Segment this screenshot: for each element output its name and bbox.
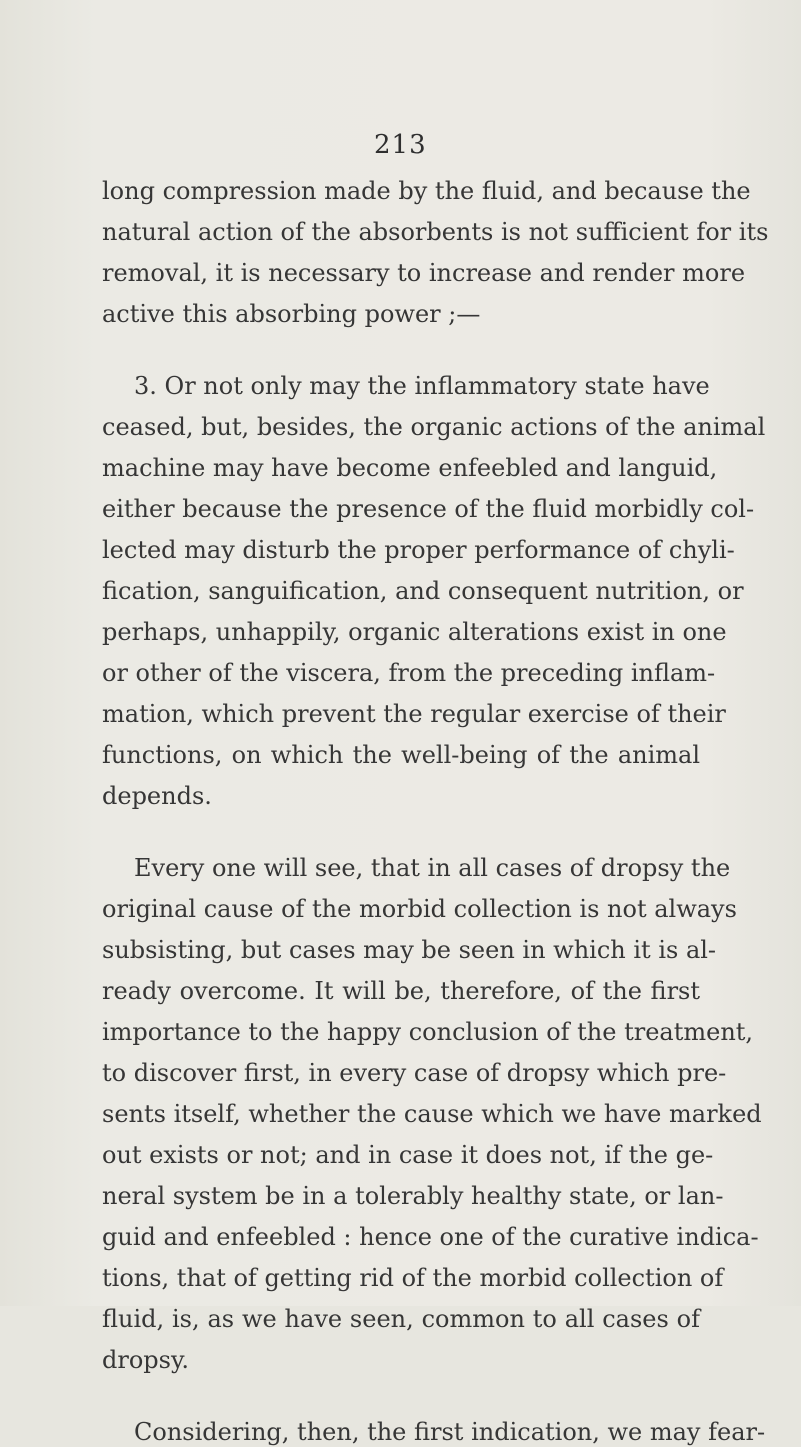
text-line: perhaps, unhappily, organic alterations exist in one (102, 618, 727, 646)
text-line: active this absorbing power ;— (102, 300, 481, 328)
text-line: depends. (102, 782, 212, 810)
text-line: ceased, but, besides, the organic actions of the animal (102, 413, 766, 441)
text-line: 3. Or not only may the inflammatory state have (134, 372, 710, 400)
text-line: subsisting, but cases may be seen in which it is al- (102, 936, 717, 964)
text-line: original cause of the morbid collection is not always (102, 895, 737, 923)
text-line: either because the presence of the fluid morbidly col- (102, 495, 755, 523)
page-number: 213 (374, 130, 427, 160)
text-line: functions, on which the well-being of the animal (102, 741, 700, 769)
text-line: long compression made by the fluid, and because the (102, 177, 751, 205)
text-line: machine may have become enfeebled and languid, (102, 454, 718, 482)
text-line: importance to the happy conclusion of the treatment, (102, 1018, 754, 1046)
text-line: neral system be in a tolerably healthy state, or lan- (102, 1182, 724, 1210)
text-line: out exists or not; and in case it does not, if the ge- (102, 1141, 714, 1169)
text-line: fication, sanguification, and consequent nutrition, or (102, 577, 744, 605)
text-line: guid and enfeebled : hence one of the curative indica- (102, 1223, 759, 1251)
text-line: dropsy. (102, 1346, 189, 1374)
text-line: mation, which prevent the regular exercise of their (102, 700, 726, 728)
text-line: Every one will see, that in all cases of dropsy the (134, 854, 731, 882)
text-line: fluid, is, as we have seen, common to all cases of (102, 1305, 700, 1333)
text-line: or other of the viscera, from the preceding inflam- (102, 659, 716, 687)
text-line: Considering, then, the first indication, we may fear- (134, 1418, 766, 1446)
text-line: lected may disturb the proper performance of chyli- (102, 536, 735, 564)
text-line: ready overcome. It will be, therefore, of the first (102, 977, 700, 1005)
text-line: to discover first, in every case of dropsy which pre- (102, 1059, 727, 1087)
text-line: natural action of the absorbents is not sufficient for its (102, 218, 769, 246)
text-line: tions, that of getting rid of the morbid collection of (102, 1264, 724, 1292)
text-line: sents itself, whether the cause which we have marked (102, 1100, 762, 1128)
text-line: removal, it is necessary to increase and render more (102, 259, 746, 287)
